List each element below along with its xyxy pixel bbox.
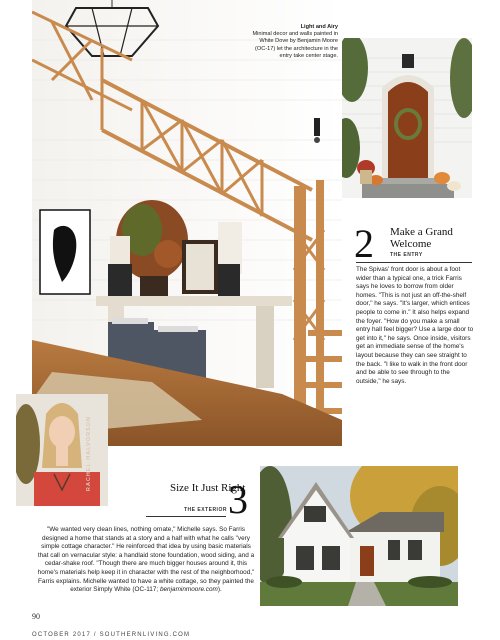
section-2-body: The Spivas' front door is about a foot wider than a typical one, a trick Farris says he loves to borrow from older homes. "This is not just an off-the-shelf door," he says. "It's larger, which entices people to come in." It also helps expand the foyer. "How do you make a small entry hall feel bigger? Use a large door to get into it," he says. Once inside, visitors get an immediate sense of the home's layout because they can see straight to the back. "I like to walk in the front door and be able to see through to the outside," he says. xyxy=(356,266,474,385)
section-3-body-text: "We wanted very clean lines, nothing ornate," Michelle says. So Farris designed a home that stands at a story and a half with what he calls "very simple cottage character." He reinforced that idea by using basic materials that call on vernacular style: a handlaid stone foundation, wood siding, and a cedar-shake roof. "Though there are much bigger houses around it, this home's materials help keep it in character with the rest of the neighborhood," Farris explains. Michelle wanted to have a white cottage, so they painted the exterior Simply White (OC-117; xyxy=(37,526,255,594)
section-2-divider xyxy=(356,262,472,263)
section-3-subtitle: THE EXTERIOR xyxy=(184,507,227,513)
house-exterior-photo xyxy=(260,466,458,606)
section-2-subtitle: THE ENTRY xyxy=(390,252,423,258)
stair-photo xyxy=(32,0,342,446)
portrait-photo xyxy=(16,394,108,506)
section-3-number: 3 xyxy=(228,477,248,522)
magazine-footer: OCTOBER 2017 / SOUTHERNLIVING.COM xyxy=(32,632,191,638)
section-3-body xyxy=(36,526,256,595)
website-link[interactable]: benjaminmoore.com xyxy=(159,586,218,594)
section-2-title: Make a Grand Welcome xyxy=(390,226,453,250)
section-3-divider xyxy=(146,516,226,517)
photographer-credit: RACHEL HALVORSON xyxy=(86,416,92,492)
front-door-photo xyxy=(342,38,472,198)
caption-title: Light and Airy xyxy=(300,24,338,30)
caption-text: Minimal decor and walls painted in White Dove by Benjamin Moore (OC-17) let the architecture in the entry take center stage. xyxy=(252,31,338,59)
section-3-title: Size It Just Right xyxy=(170,482,246,494)
section-2-number: 2 xyxy=(354,221,374,266)
section-3-body-end: ). xyxy=(217,586,222,594)
photo-caption xyxy=(250,24,338,60)
page-number: 90 xyxy=(32,612,40,621)
